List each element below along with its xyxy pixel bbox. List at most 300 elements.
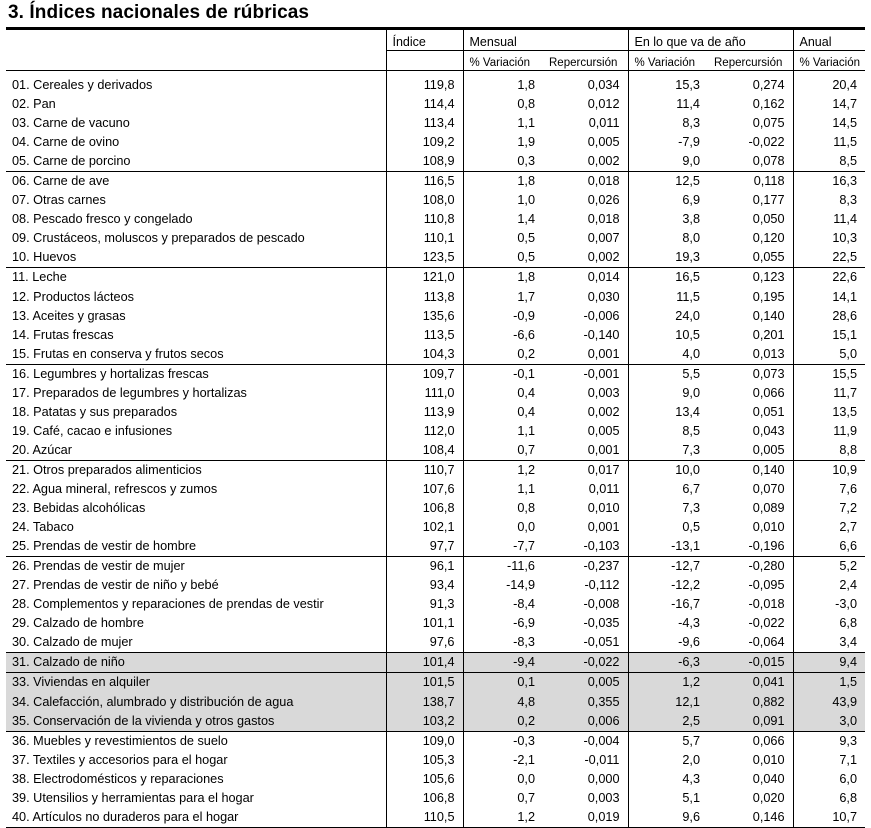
cell-annual-variation: 3,4 <box>793 633 865 653</box>
table-row[interactable] <box>6 229 865 248</box>
cell-index: 103,2 <box>386 712 463 732</box>
cell-annual-variation: 22,6 <box>793 268 865 288</box>
cell-ytd-repercussion: -0,196 <box>708 537 793 557</box>
cell-annual-variation: 7,1 <box>793 751 865 770</box>
cell-ytd-repercussion: 0,041 <box>708 673 793 693</box>
cell-ytd-repercussion: 0,140 <box>752 462 785 477</box>
cell-annual-variation: 10,3 <box>793 229 865 248</box>
cell-ytd-repercussion: 0,010 <box>752 520 785 535</box>
cell-index: 110,7 <box>386 460 463 480</box>
cell-monthly-variation: -8,3 <box>463 633 543 653</box>
cell-index: 121,0 <box>386 268 463 288</box>
cell-monthly-variation: 4,8 <box>463 693 543 712</box>
cell-index: 108,9 <box>386 152 463 172</box>
cell-annual-variation: 14,1 <box>793 288 865 307</box>
cell-annual-variation: 5,2 <box>793 557 865 577</box>
cell-ytd-repercussion: 0,040 <box>752 771 785 786</box>
cell-ytd-variation: 8,0 <box>628 229 708 248</box>
cell-monthly-variation: 1,1 <box>463 114 543 133</box>
cell-annual-variation: 5,0 <box>793 345 865 365</box>
cell-monthly-repercussion: 0,002 <box>543 248 628 268</box>
cell-index: 135,6 <box>386 307 463 326</box>
row-label: 21. Otros preparados alimenticios <box>12 462 202 477</box>
row-label: 26. Prendas de vestir de mujer <box>12 559 185 574</box>
cell-annual-variation: 16,3 <box>793 172 865 192</box>
table-row[interactable] <box>6 114 865 133</box>
cell-ytd-repercussion: 0,091 <box>708 712 793 732</box>
table-row[interactable] <box>6 460 865 480</box>
cell-monthly-repercussion: 0,002 <box>543 152 628 172</box>
cell-ytd-repercussion: -0,095 <box>748 578 785 593</box>
cell-annual-variation: 11,7 <box>793 384 865 403</box>
table-row[interactable] <box>6 326 865 345</box>
cell-monthly-variation: 1,8 <box>463 172 543 192</box>
cell-index: 107,6 <box>386 480 463 499</box>
cell-monthly-repercussion: 0,001 <box>543 345 628 365</box>
cell-index: 91,3 <box>386 595 463 614</box>
cell-monthly-variation: -0,1 <box>463 364 543 384</box>
cell-ytd-repercussion: 0,089 <box>752 501 785 516</box>
row-label: 11. Leche <box>12 270 67 285</box>
row-label: 18. Patatas y sus preparados <box>12 404 178 419</box>
cell-ytd-repercussion: 0,075 <box>752 116 785 131</box>
cell-index: 113,5 <box>386 326 463 345</box>
cell-monthly-repercussion: 0,018 <box>587 212 620 227</box>
cell-annual-variation: 6,0 <box>793 770 865 789</box>
cell-monthly-variation: 1,0 <box>463 191 543 210</box>
cell-annual-variation: 9,3 <box>793 731 865 751</box>
cell-ytd-variation: 5,5 <box>628 364 708 384</box>
row-label: 01. Cereales y derivados <box>12 78 153 92</box>
cell-index: 138,7 <box>386 693 463 712</box>
cell-monthly-variation: -0,9 <box>463 307 543 326</box>
table-row[interactable] <box>6 345 865 365</box>
cell-monthly-variation: -6,6 <box>463 326 543 345</box>
table-row[interactable] <box>6 499 865 518</box>
cell-ytd-repercussion: 0,066 <box>752 733 785 748</box>
page-title: 3. Índices nacionales de rúbricas <box>8 2 310 23</box>
cell-ytd-repercussion: 0,140 <box>752 308 785 323</box>
cell-monthly-repercussion: 0,018 <box>587 174 620 189</box>
cell-ytd-variation: 5,7 <box>628 731 708 751</box>
cell-annual-variation: 11,9 <box>793 422 865 441</box>
cell-ytd-repercussion: 0,274 <box>752 78 785 92</box>
cell-monthly-repercussion: 0,034 <box>587 78 620 92</box>
cell-ytd-repercussion: 0,010 <box>752 752 785 767</box>
cell-ytd-repercussion: 0,005 <box>708 441 793 461</box>
cell-ytd-variation: -12,7 <box>628 557 708 577</box>
cell-annual-variation: 13,5 <box>793 403 865 422</box>
cell-monthly-variation: 0,4 <box>463 403 543 422</box>
header-group-annual: Anual <box>793 30 865 51</box>
table-row[interactable] <box>6 537 865 557</box>
table-row[interactable] <box>6 76 865 95</box>
cell-monthly-variation: 0,0 <box>463 770 543 789</box>
cell-monthly-repercussion: -0,004 <box>583 733 620 748</box>
cell-annual-variation: 1,5 <box>793 673 865 693</box>
row-label: 02. Pan <box>12 97 56 112</box>
row-label: 33. Viviendas en alquiler <box>6 673 386 693</box>
cell-monthly-variation: 1,4 <box>463 210 543 229</box>
header-sub-ytd-repercussion: Repercursión <box>708 51 793 71</box>
header-group-row <box>6 30 865 51</box>
cell-ytd-repercussion: 0,120 <box>752 231 785 246</box>
cell-monthly-variation: 0,5 <box>463 248 543 268</box>
cell-monthly-variation: -11,6 <box>463 557 543 577</box>
row-label: 06. Carne de ave <box>12 174 110 189</box>
cell-index: 105,3 <box>386 751 463 770</box>
cell-monthly-repercussion: 0,014 <box>587 270 620 285</box>
cell-monthly-repercussion: 0,002 <box>587 404 620 419</box>
cell-index: 106,8 <box>386 499 463 518</box>
cell-ytd-variation: 7,3 <box>628 441 708 461</box>
cell-ytd-variation: 13,4 <box>628 403 708 422</box>
cell-index: 109,7 <box>386 364 463 384</box>
table-row[interactable] <box>6 133 865 152</box>
cell-monthly-repercussion: -0,140 <box>583 327 620 342</box>
cell-ytd-repercussion: -0,018 <box>748 597 785 612</box>
cell-annual-variation: 8,3 <box>793 191 865 210</box>
cell-monthly-repercussion: 0,017 <box>587 462 620 477</box>
cell-monthly-variation: 0,7 <box>463 789 543 808</box>
cell-annual-variation: 6,8 <box>793 614 865 633</box>
row-label: 04. Carne de ovino <box>12 135 120 150</box>
row-label: 13. Aceites y grasas <box>12 308 126 323</box>
cell-index: 110,1 <box>386 229 463 248</box>
cell-annual-variation: -3,0 <box>793 595 865 614</box>
row-label: 16. Legumbres y hortalizas frescas <box>12 366 209 381</box>
row-label: 03. Carne de vacuno <box>12 116 130 131</box>
cell-ytd-repercussion: 0,162 <box>752 97 785 112</box>
table-row[interactable] <box>6 633 865 653</box>
cell-monthly-repercussion: 0,355 <box>543 693 628 712</box>
cell-index: 101,5 <box>386 673 463 693</box>
cell-index: 112,0 <box>386 422 463 441</box>
cell-ytd-repercussion: 0,055 <box>708 248 793 268</box>
table-row[interactable] <box>6 422 865 441</box>
cell-monthly-repercussion: -0,011 <box>584 752 620 767</box>
table-row[interactable] <box>6 480 865 499</box>
cell-ytd-variation: 1,2 <box>628 673 708 693</box>
row-label: 15. Frutas en conserva y frutos secos <box>6 345 386 365</box>
cell-monthly-variation: 1,1 <box>463 422 543 441</box>
cell-ytd-variation: 24,0 <box>628 307 708 326</box>
cell-index: 109,0 <box>386 731 463 751</box>
table-row[interactable] <box>6 384 865 403</box>
row-label: 31. Calzado de niño <box>6 653 386 673</box>
row-label: 09. Crustáceos, moluscos y preparados de pescado <box>12 231 305 246</box>
cell-index: 108,0 <box>386 191 463 210</box>
cell-index: 123,5 <box>386 248 463 268</box>
cell-monthly-repercussion: 0,005 <box>587 423 620 438</box>
cell-index: 114,4 <box>386 95 463 114</box>
cell-annual-variation: 28,6 <box>793 307 865 326</box>
cell-index: 110,8 <box>386 210 463 229</box>
cell-annual-variation: 22,5 <box>793 248 865 268</box>
cell-ytd-repercussion: 0,051 <box>752 404 785 419</box>
cell-monthly-variation: 0,2 <box>463 345 543 365</box>
cell-ytd-repercussion: 0,050 <box>752 212 785 227</box>
header-sub-ytd-variation: % Variación <box>628 51 708 71</box>
cell-monthly-repercussion: -0,001 <box>583 366 620 381</box>
table-row[interactable] <box>6 152 865 172</box>
cell-ytd-repercussion: 0,123 <box>752 270 785 285</box>
cell-monthly-repercussion: -0,051 <box>543 633 628 653</box>
cell-monthly-variation: -14,9 <box>463 576 543 595</box>
cell-index: 105,6 <box>386 770 463 789</box>
cell-monthly-repercussion: 0,005 <box>587 135 620 150</box>
cell-annual-variation: 6,8 <box>793 789 865 808</box>
cell-ytd-repercussion: 0,201 <box>752 327 785 342</box>
table-row[interactable] <box>6 751 865 770</box>
table-row[interactable] <box>6 808 865 828</box>
table-row[interactable] <box>6 95 865 114</box>
cell-index: 106,8 <box>386 789 463 808</box>
cell-index: 96,1 <box>386 557 463 577</box>
table-row[interactable] <box>6 693 865 712</box>
cell-ytd-variation: 11,4 <box>628 95 708 114</box>
cell-ytd-variation: -6,3 <box>628 653 708 673</box>
row-label: 36. Muebles y revestimientos de suelo <box>12 733 228 748</box>
table-row[interactable] <box>6 307 865 326</box>
cell-ytd-variation: 8,5 <box>628 422 708 441</box>
cell-index: 113,8 <box>386 288 463 307</box>
cell-ytd-variation: -16,7 <box>628 595 708 614</box>
cell-index: 93,4 <box>386 576 463 595</box>
cell-monthly-repercussion: -0,237 <box>583 559 620 574</box>
table-row[interactable] <box>6 576 865 595</box>
table-row[interactable] <box>6 364 865 384</box>
row-label: 07. Otras carnes <box>12 193 106 208</box>
cell-ytd-variation: 9,0 <box>628 384 708 403</box>
cell-monthly-variation: 0,5 <box>463 229 543 248</box>
cell-ytd-variation: 0,5 <box>628 518 708 537</box>
cell-index: 101,1 <box>386 614 463 633</box>
table-row[interactable] <box>6 673 865 693</box>
cell-monthly-repercussion: -0,112 <box>584 578 620 593</box>
row-label: 29. Calzado de hombre <box>12 616 144 631</box>
cell-annual-variation: 3,0 <box>793 712 865 732</box>
cell-annual-variation: 2,7 <box>793 518 865 537</box>
cell-index: 101,4 <box>386 653 463 673</box>
table-row[interactable] <box>6 789 865 808</box>
cell-annual-variation: 8,8 <box>793 441 865 461</box>
cell-ytd-repercussion: 0,070 <box>752 481 785 496</box>
table-row[interactable] <box>6 248 865 268</box>
cell-ytd-variation: 9,0 <box>628 152 708 172</box>
header-group-ytd: En lo que va de año <box>628 30 793 51</box>
cell-monthly-repercussion: 0,000 <box>587 771 620 786</box>
cell-monthly-variation: 1,1 <box>463 480 543 499</box>
cell-monthly-variation: 1,8 <box>463 268 543 288</box>
row-label: 30. Calzado de mujer <box>6 633 386 653</box>
cell-annual-variation: 15,1 <box>793 326 865 345</box>
cell-annual-variation: 11,5 <box>793 133 865 152</box>
row-label: 05. Carne de porcino <box>6 152 386 172</box>
cell-monthly-repercussion: 0,001 <box>543 441 628 461</box>
cell-ytd-repercussion: -0,064 <box>708 633 793 653</box>
cell-index: 97,6 <box>386 633 463 653</box>
cell-ytd-variation: 8,3 <box>628 114 708 133</box>
cell-monthly-repercussion: 0,003 <box>587 790 620 805</box>
cell-ytd-variation: 9,6 <box>628 808 708 828</box>
cell-annual-variation: 7,2 <box>793 499 865 518</box>
cell-ytd-repercussion: 0,177 <box>752 193 785 208</box>
cell-ytd-repercussion: 0,073 <box>752 366 785 381</box>
cell-annual-variation: 11,4 <box>793 210 865 229</box>
cell-ytd-repercussion: -0,280 <box>748 559 785 574</box>
cell-monthly-variation: -8,4 <box>463 595 543 614</box>
cell-monthly-variation: -9,4 <box>463 653 543 673</box>
table-row[interactable] <box>6 770 865 789</box>
cell-annual-variation: 7,6 <box>793 480 865 499</box>
cell-annual-variation: 43,9 <box>793 693 865 712</box>
cell-ytd-repercussion: -0,015 <box>708 653 793 673</box>
cell-ytd-repercussion: 0,013 <box>708 345 793 365</box>
cell-monthly-repercussion: 0,030 <box>587 289 620 304</box>
cell-ytd-repercussion: 0,066 <box>752 385 785 400</box>
cell-monthly-repercussion: -0,103 <box>543 537 628 557</box>
cell-ytd-variation: 5,1 <box>628 789 708 808</box>
table-row[interactable] <box>6 557 865 577</box>
cell-monthly-repercussion: 0,011 <box>588 116 620 131</box>
national-rubric-index-table <box>6 30 865 828</box>
row-label: 25. Prendas de vestir de hombre <box>6 537 386 557</box>
cell-ytd-repercussion: -0,022 <box>748 616 785 631</box>
table-row[interactable] <box>6 595 865 614</box>
cell-index: 116,5 <box>386 172 463 192</box>
cell-monthly-variation: 0,4 <box>463 384 543 403</box>
row-label: 08. Pescado fresco y congelado <box>12 212 193 227</box>
header-sub-index-blank <box>386 51 463 71</box>
row-label: 20. Azúcar <box>6 441 386 461</box>
row-label: 34. Calefacción, alumbrado y distribución de agua <box>6 693 386 712</box>
table-body <box>6 76 865 827</box>
cell-monthly-repercussion: -0,035 <box>583 616 620 631</box>
cell-annual-variation: 8,5 <box>793 152 865 172</box>
cell-monthly-repercussion: 0,012 <box>587 97 620 112</box>
cell-ytd-variation: -13,1 <box>628 537 708 557</box>
cell-monthly-variation: 0,1 <box>463 673 543 693</box>
cell-monthly-variation: 1,2 <box>463 808 543 828</box>
cell-annual-variation: 20,4 <box>793 76 865 95</box>
cell-ytd-variation: -12,2 <box>628 576 708 595</box>
cell-index: 110,5 <box>386 808 463 828</box>
cell-ytd-variation: 4,3 <box>628 770 708 789</box>
cell-annual-variation: 10,9 <box>793 460 865 480</box>
cell-ytd-variation: 4,0 <box>628 345 708 365</box>
cell-ytd-repercussion: 0,118 <box>753 174 785 189</box>
row-label: 23. Bebidas alcohólicas <box>12 501 146 516</box>
table-header <box>6 30 865 76</box>
cell-annual-variation: 14,7 <box>793 95 865 114</box>
table-row[interactable] <box>6 268 865 288</box>
cell-monthly-variation: 0,7 <box>463 441 543 461</box>
table-row[interactable] <box>6 712 865 732</box>
table-row[interactable] <box>6 191 865 210</box>
cell-ytd-variation: -7,9 <box>628 133 708 152</box>
cell-monthly-variation: -0,3 <box>463 731 543 751</box>
row-label: 37. Textiles y accesorios para el hogar <box>12 752 228 767</box>
row-label: 38. Electrodomésticos y reparaciones <box>12 771 224 786</box>
cell-monthly-variation: 0,2 <box>463 712 543 732</box>
cell-index: 109,2 <box>386 133 463 152</box>
table-row[interactable] <box>6 172 865 192</box>
cell-ytd-repercussion: 0,043 <box>752 423 785 438</box>
cell-ytd-repercussion: 0,078 <box>708 152 793 172</box>
cell-monthly-variation: 0,8 <box>463 95 543 114</box>
cell-monthly-variation: -7,7 <box>463 537 543 557</box>
row-label: 14. Frutas frescas <box>12 327 114 342</box>
cell-monthly-repercussion: 0,026 <box>587 193 620 208</box>
cell-ytd-variation: 6,9 <box>628 191 708 210</box>
cell-ytd-variation: 15,3 <box>628 76 708 95</box>
cell-ytd-repercussion: 0,882 <box>708 693 793 712</box>
table-row[interactable] <box>6 403 865 422</box>
table-row[interactable] <box>6 731 865 751</box>
cell-monthly-variation: 1,8 <box>463 76 543 95</box>
cell-index: 111,0 <box>386 384 463 403</box>
cell-ytd-variation: 19,3 <box>628 248 708 268</box>
cell-monthly-repercussion: -0,006 <box>583 308 620 323</box>
row-label: 17. Preparados de legumbres y hortalizas <box>12 385 247 400</box>
table-row[interactable] <box>6 518 865 537</box>
cell-monthly-repercussion: 0,006 <box>543 712 628 732</box>
cell-ytd-repercussion: 0,020 <box>752 790 785 805</box>
row-label: 35. Conservación de la vivienda y otros gastos <box>6 712 386 732</box>
header-sub-monthly-variation: % Variación <box>463 51 543 71</box>
cell-ytd-variation: 11,5 <box>628 288 708 307</box>
cell-ytd-repercussion: 0,146 <box>708 808 793 828</box>
row-label: 22. Agua mineral, refrescos y zumos <box>12 481 218 496</box>
table-row[interactable] <box>6 653 865 673</box>
table-row[interactable] <box>6 614 865 633</box>
row-label: 10. Huevos <box>6 248 386 268</box>
cell-ytd-variation: 2,5 <box>628 712 708 732</box>
row-label: 40. Artículos no duraderos para el hogar <box>6 808 386 828</box>
cell-index: 108,4 <box>386 441 463 461</box>
cell-index: 97,7 <box>386 537 463 557</box>
cell-ytd-variation: 3,8 <box>628 210 708 229</box>
row-label: 24. Tabaco <box>12 520 74 535</box>
cell-monthly-variation: -6,9 <box>463 614 543 633</box>
table-row[interactable] <box>6 288 865 307</box>
cell-monthly-variation: -2,1 <box>463 751 543 770</box>
table-row[interactable] <box>6 210 865 229</box>
cell-index: 113,9 <box>386 403 463 422</box>
cell-ytd-variation: 12,1 <box>628 693 708 712</box>
cell-monthly-repercussion: 0,003 <box>587 385 620 400</box>
cell-monthly-repercussion: 0,011 <box>588 481 620 496</box>
cell-monthly-repercussion: -0,008 <box>583 597 620 612</box>
cell-monthly-variation: 0,0 <box>463 518 543 537</box>
cell-monthly-variation: 0,3 <box>463 152 543 172</box>
cell-ytd-variation: 7,3 <box>628 499 708 518</box>
header-sub-blank <box>6 51 386 71</box>
cell-monthly-repercussion: 0,019 <box>543 808 628 828</box>
cell-annual-variation: 10,7 <box>793 808 865 828</box>
cell-annual-variation: 9,4 <box>793 653 865 673</box>
cell-index: 104,3 <box>386 345 463 365</box>
cell-ytd-variation: 10,5 <box>628 326 708 345</box>
cell-index: 113,4 <box>386 114 463 133</box>
cell-monthly-variation: 1,9 <box>463 133 543 152</box>
header-sub-row <box>6 51 865 71</box>
row-label: 39. Utensilios y herramientas para el hogar <box>12 790 254 805</box>
cell-annual-variation: 6,6 <box>793 537 865 557</box>
table-row[interactable] <box>6 441 865 461</box>
cell-annual-variation: 2,4 <box>793 576 865 595</box>
